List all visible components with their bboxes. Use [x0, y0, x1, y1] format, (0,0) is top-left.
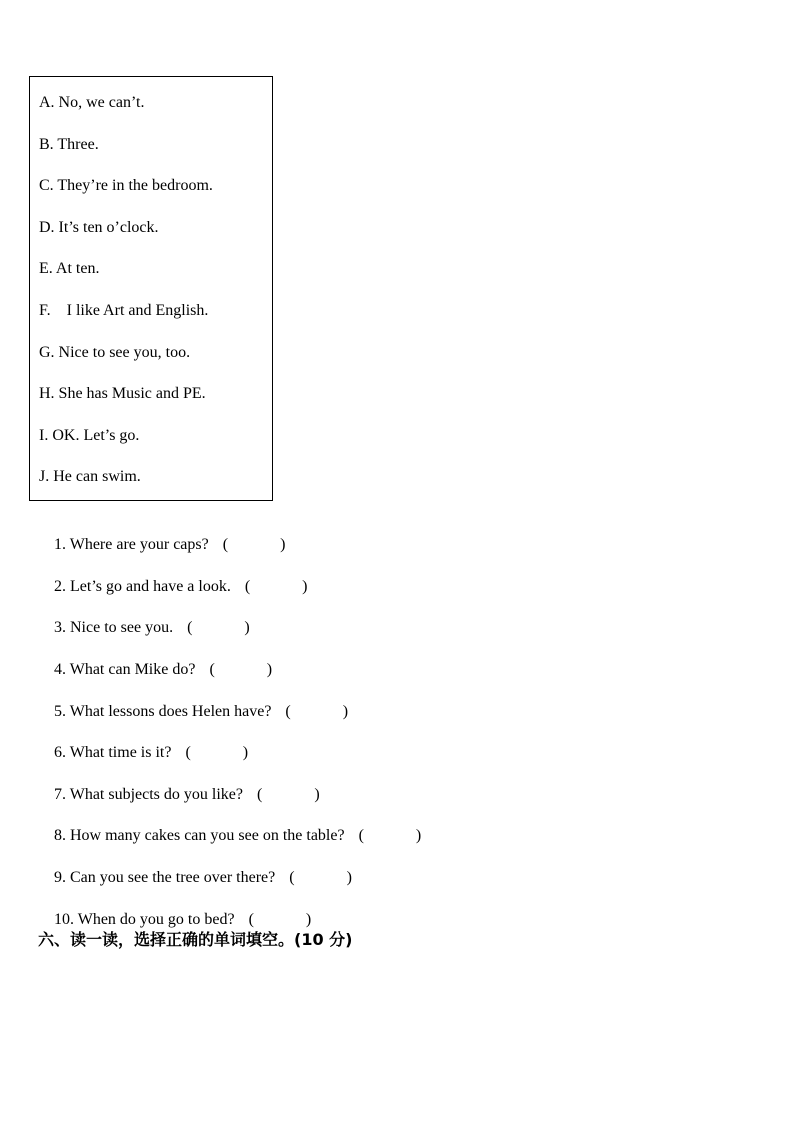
question-7-answer-blank[interactable]: ( )	[257, 786, 320, 803]
question-8-answer-blank[interactable]: ( )	[358, 827, 422, 844]
question-5-text: 5. What lessons does Helen have?	[54, 703, 272, 720]
question-5-answer-blank[interactable]: ( )	[285, 703, 349, 720]
option-j: J. He can swim.	[39, 468, 141, 485]
question-9-answer-blank[interactable]: ( )	[289, 869, 352, 886]
question-10-text: 10. When do you go to bed?	[54, 911, 235, 928]
question-6-answer-blank[interactable]: ( )	[185, 744, 249, 761]
question-7-text: 7. What subjects do you like?	[54, 786, 243, 803]
option-d: D. It’s ten o’clock.	[39, 219, 159, 236]
question-2-text: 2. Let’s go and have a look.	[54, 578, 231, 595]
question-2-answer-blank[interactable]: ( )	[244, 578, 308, 595]
question-8-text: 8. How many cakes can you see on the table?	[54, 827, 345, 844]
question-3-text: 3. Nice to see you.	[54, 619, 174, 636]
option-e: E. At ten.	[39, 260, 100, 277]
option-i: I. OK. Let’s go.	[39, 427, 140, 444]
question-9-text: 9. Can you see the tree over there?	[54, 869, 276, 886]
option-f: F. I like Art and English.	[39, 302, 209, 319]
question-4-answer-blank[interactable]: ( )	[209, 661, 273, 678]
option-g: G. Nice to see you, too.	[39, 344, 191, 361]
question-4-text: 4. What can Mike do?	[54, 661, 196, 678]
option-a: A. No, we can’t.	[39, 94, 145, 111]
question-10-answer-blank[interactable]: ( )	[248, 911, 312, 928]
option-b: B. Three.	[39, 136, 99, 153]
question-1-answer-blank[interactable]: ( )	[222, 536, 286, 553]
answer-options-box	[29, 76, 273, 501]
question-6-text: 6. What time is it?	[54, 744, 172, 761]
section-six-heading: 六、读一读，选择正确的单词填空。(10 分)	[38, 930, 353, 949]
option-c: C. They’re in the bedroom.	[39, 177, 213, 194]
option-h: H. She has Music and PE.	[39, 385, 206, 402]
question-3-answer-blank[interactable]: ( )	[187, 619, 250, 636]
question-1-text: 1. Where are your caps?	[54, 536, 209, 553]
